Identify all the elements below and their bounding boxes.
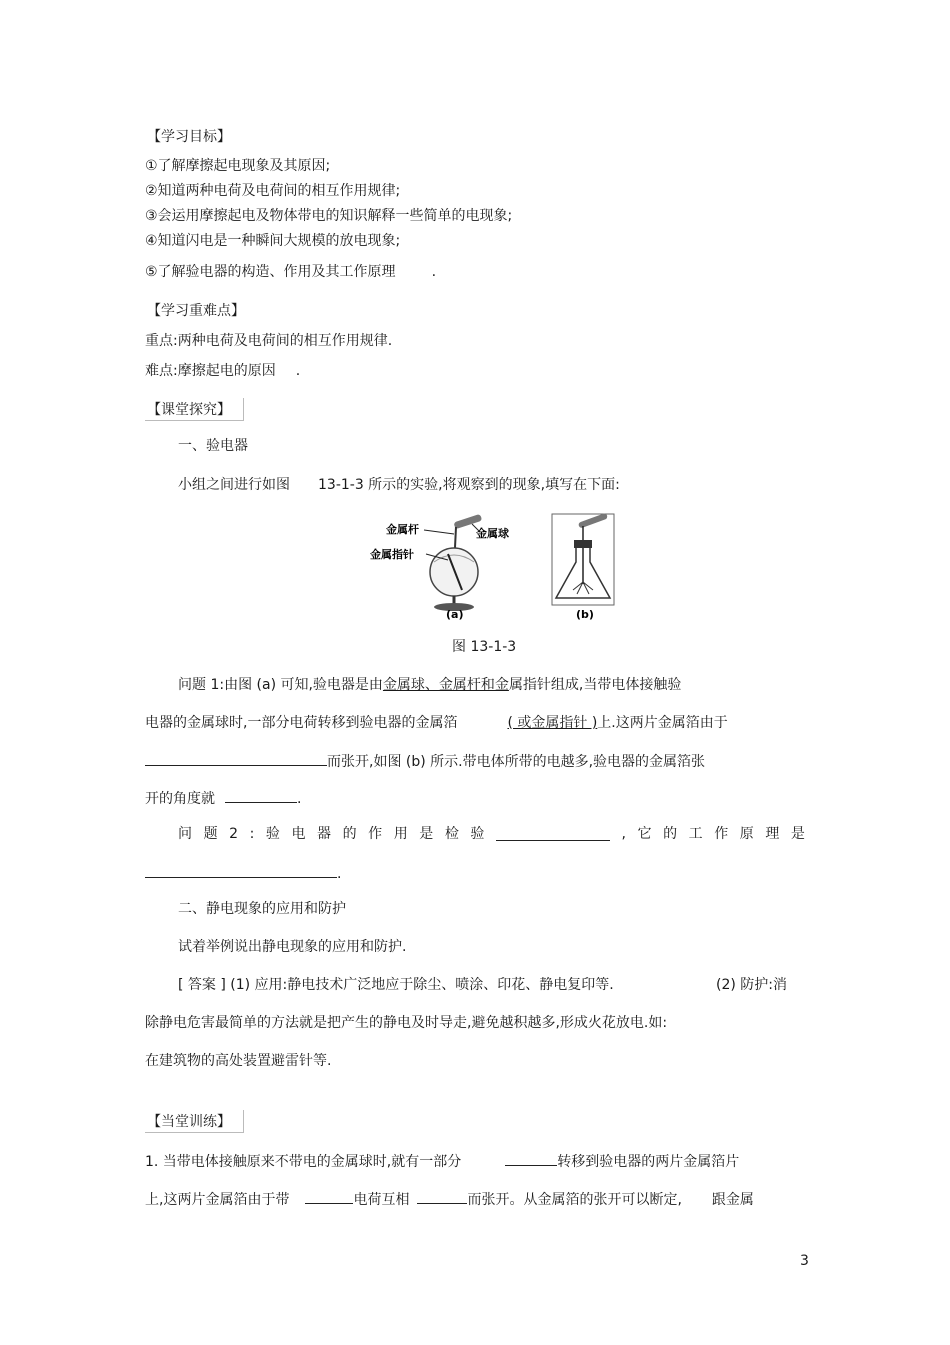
explore-sub2-intro: 试着举例说出静电现象的应用和防护. [178,939,407,955]
q2-char: 它 [637,826,652,842]
training-line-2 [145,1188,754,1209]
label-a: (a) [446,608,464,621]
question-1-line-3 [145,750,705,771]
q1-text-a: 问题 1:由图 (a) 可知,验电器是由 [178,677,383,693]
goal-item-5-text: ⑤了解验电器的构造、作用及其工作原理 [145,264,396,280]
q2-char: 2 [229,826,239,842]
question-1-line-2 [145,714,728,732]
blank-q1-angle[interactable] [225,787,297,803]
explore-intro-b: 13-1-3 所示的实验,将观察到的现象,填写在下面: [318,477,620,493]
q2-comma: , [621,826,626,842]
training-q1-text-d: 电荷互相 [353,1192,410,1208]
answer-application: [ 答案 ] (1) 应用:静电技术广泛地应于除尘、喷涂、印花、静电复印等. [178,977,614,993]
q1-line2-text: 电器的金属球时,一部分电荷转移到验电器的金属箔 [145,715,458,731]
q2-char: 的 [663,826,678,842]
q2-char: 作 [714,826,729,842]
blank-training-2[interactable] [305,1188,353,1204]
difficulty-text: 难点:摩擦起电的原因 [145,363,276,379]
label-metal-ball: 金属球 [476,527,509,540]
question-2-line-1 [178,825,805,843]
label-metal-pointer: 金属指针 [370,548,414,561]
q2-char: 原 [739,826,754,842]
q1-line4-text: 开的角度就 [145,791,215,807]
label-b: (b) [576,608,594,621]
q1-text-c: 属指针组成,当带电体接触验 [508,677,682,693]
goal-item-4: ④知道闪电是一种瞬间大规模的放电现象; [145,233,401,249]
q2-char: 的 [342,826,357,842]
training-q1-text-c: 上,这两片金属箔由于带 [145,1192,290,1208]
explore-subheading-1: 一、验电器 [178,438,248,454]
page-number: 3 [800,1253,809,1269]
electroscope-b-diagram [552,513,614,605]
goal-item-5-end: . [431,264,437,280]
q2-char: 验 [470,826,485,842]
goal-item-1: ①了解摩擦起电现象及其原因; [145,158,331,174]
q2-char: 器 [317,826,332,842]
blank-training-1[interactable] [505,1150,557,1166]
q2-char: 检 [444,826,459,842]
q2-char: 电 [291,826,306,842]
q1-line2-end: 上.这两片金属箔由于 [597,715,728,731]
answer-protection: (2) 防护:消 [716,977,787,993]
q2-char: 是 [790,826,805,842]
q1-line4-end: . [297,791,302,807]
question-1-line-4 [145,787,301,808]
goal-item-5 [145,263,436,281]
explore-intro-a: 小组之间进行如图 [178,477,290,493]
q1-line2-answer [457,715,597,731]
q2-char: 作 [368,826,383,842]
figure-caption: 图 13-1-3 [452,639,517,655]
blank-q2-principle[interactable] [145,862,337,878]
q1-underlined-answer: 金属球、金属杆和金 [382,677,509,693]
answer-line-2: 除静电危害最简单的方法就是把产生的静电及时导走,避免越积越多,形成火花放电.如: [145,1015,668,1031]
explore-subheading-2: 二、静电现象的应用和防护 [178,901,346,917]
keypoints-heading: 【学习重难点】 [147,303,245,319]
q2-char: 问 [178,826,192,842]
explore-heading: 【课堂探究】 [147,402,231,418]
blank-q1-reason[interactable] [145,750,327,766]
training-q1-text-a: 1. 当带电体接触原来不带电的金属球时,就有一部分 [145,1154,462,1170]
answer-line-1 [178,976,614,994]
q2-char: : [249,826,255,842]
difficulty-point [145,362,300,380]
q1-line2-answer-text: ( 或金属指针 ) [507,715,598,731]
blank-q2-purpose[interactable] [496,825,610,841]
q2-char: 题 [203,826,218,842]
question-1-line-1 [178,676,681,694]
q2-char: 是 [419,826,434,842]
q2-end: . [337,866,342,882]
training-q1-text-b: 转移到验电器的两片金属箔片 [557,1154,740,1170]
blank-training-3[interactable] [417,1188,467,1204]
training-q1-text-f: 跟金属 [711,1192,754,1208]
explore-intro [178,476,620,494]
question-2-line-2 [145,862,341,883]
training-heading: 【当堂训练】 [147,1114,231,1130]
q1-line3-text: 而张开,如图 (b) 所示.带电体所带的电越多,验电器的金属箔张 [327,754,706,770]
answer-line-3: 在建筑物的高处装置避雷针等. [145,1053,332,1069]
goals-heading: 【学习目标】 [147,129,231,145]
training-q1-text-e: 而张开。从金属箔的张开可以断定, [467,1192,682,1208]
difficulty-end: . [295,363,301,379]
q2-char: 验 [265,826,280,842]
training-line-1 [145,1150,739,1171]
focus-point: 重点:两种电荷及电荷间的相互作用规律. [145,333,393,349]
goal-item-3: ③会运用摩擦起电及物体带电的知识解释一些简单的电现象; [145,208,513,224]
q2-char: 工 [688,826,703,842]
label-metal-rod: 金属杆 [386,523,419,536]
goal-item-2: ②知道两种电荷及电荷间的相互作用规律; [145,183,401,199]
electroscope-figure [368,510,618,625]
electroscope-a-diagram [424,514,482,611]
q2-char: 理 [765,826,780,842]
q2-char: 用 [393,826,408,842]
